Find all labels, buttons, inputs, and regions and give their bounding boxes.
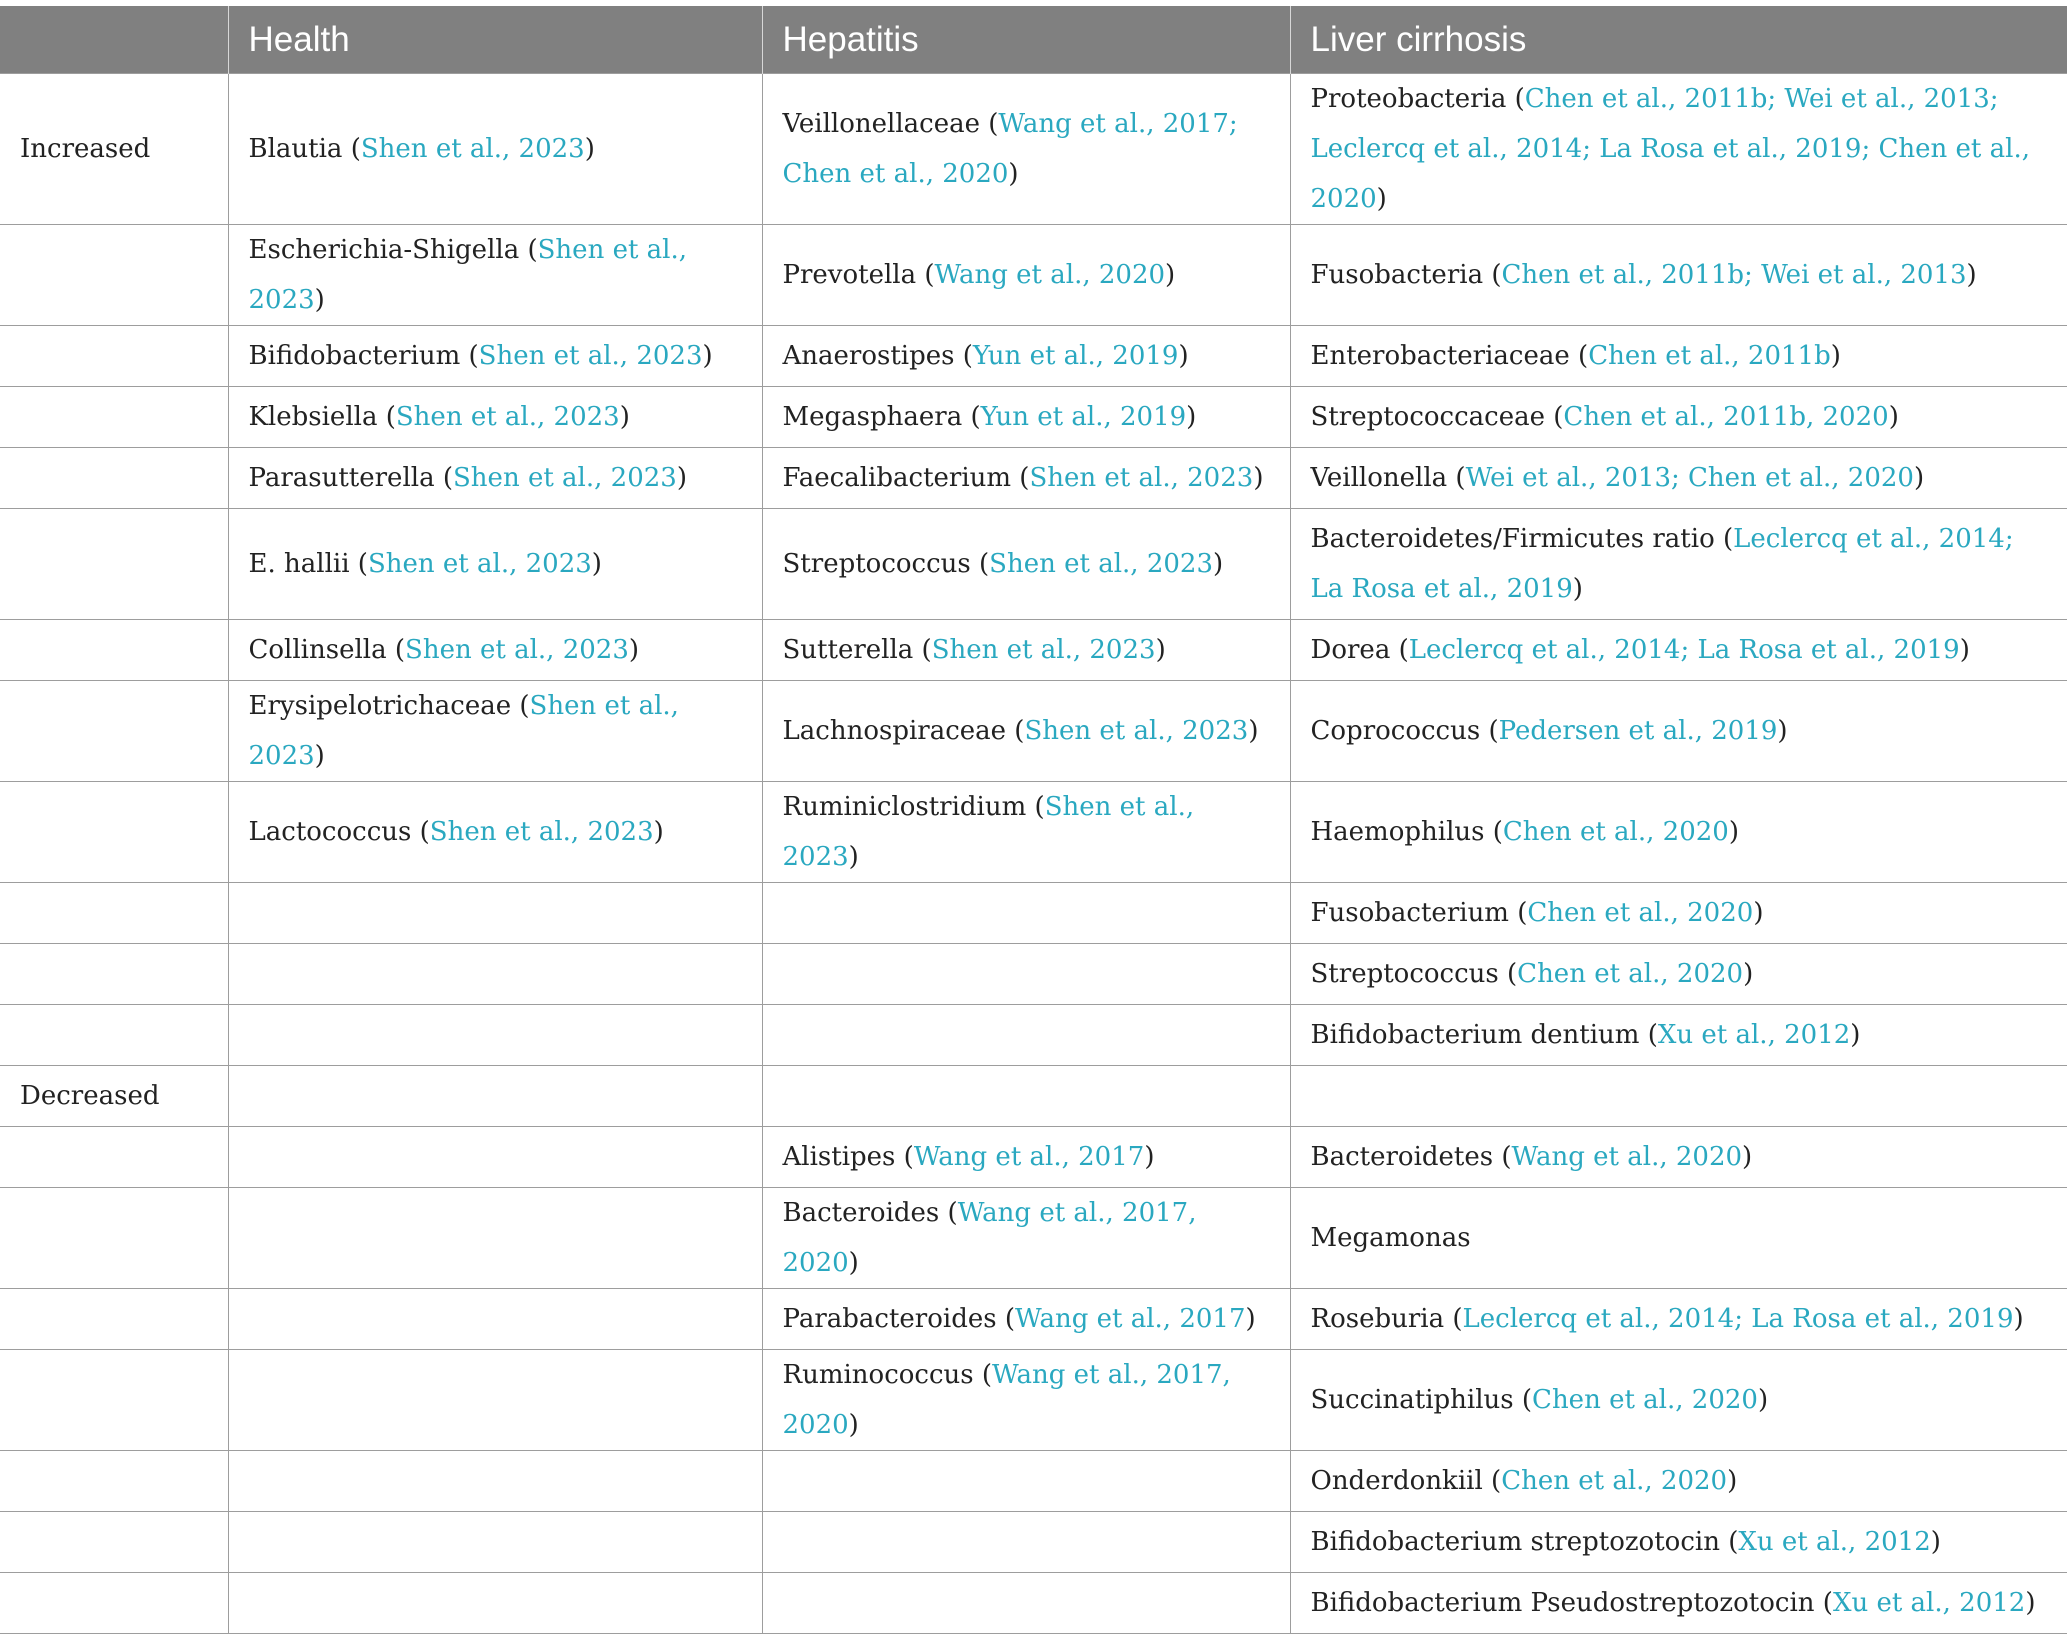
cell-change [0, 1512, 228, 1573]
taxon-name: Lactococcus [248, 817, 412, 847]
citation-link[interactable]: Shen et al., 2023 [478, 341, 703, 371]
cell-hepatitis: Lachnospiraceae (Shen et al., 2023) [762, 681, 1290, 782]
table-row [0, 1573, 2067, 1634]
taxon-name: Onderdonkiil [1310, 1466, 1483, 1496]
table-row [0, 387, 2067, 448]
citation-link[interactable]: Shen et al., 2023 [782, 792, 1195, 872]
taxon-name: Prevotella [782, 260, 917, 290]
cell-liver-cirrhosis [1290, 1188, 2067, 1289]
cell-health [228, 1350, 762, 1451]
cell-change [0, 1573, 228, 1634]
cell-liver-cirrhosis: Streptococcaceae (Chen et al., 2011b, 2020) [1290, 387, 2067, 448]
cell-hepatitis: Bacteroides (Wang et al., 2017, 2020) [762, 1188, 1290, 1289]
cell-health: Lactococcus (Shen et al., 2023) [228, 782, 762, 883]
citation-link[interactable]: Chen et al., 2011b; Wei et al., 2013 [1501, 260, 1967, 290]
taxon-name: Succinatiphilus [1310, 1385, 1514, 1415]
taxon-name: Ruminococcus [782, 1360, 974, 1390]
taxon-name: Fusobacterium [1310, 898, 1509, 928]
header-row [0, 6, 2067, 74]
cell-hepatitis: Alistipes (Wang et al., 2017) [762, 1127, 1290, 1188]
taxon-name: Alistipes [782, 1142, 896, 1172]
cell-health: Klebsiella (Shen et al., 2023) [228, 387, 762, 448]
table-row [0, 620, 2067, 681]
citation-link[interactable]: Shen et al., 2023 [989, 549, 1214, 579]
taxon-name: Veillonella [1310, 463, 1448, 493]
cell-hepatitis: Veillonellaceae (Wang et al., 2017; Chen et al., 2020) [762, 74, 1290, 225]
table-row [0, 681, 2067, 782]
citation-link[interactable]: Wang et al., 2017, 2020 [782, 1360, 1231, 1440]
cell-liver-cirrhosis: Enterobacteriaceae (Chen et al., 2011b) [1290, 326, 2067, 387]
table-row [0, 1005, 2067, 1066]
citation-link[interactable]: Chen et al., 2020 [1517, 959, 1744, 989]
citation-link[interactable]: Chen et al., 2011b [1588, 341, 1831, 371]
cell-liver-cirrhosis: Roseburia (Leclercq et al., 2014; La Rosa et al., 2019) [1290, 1289, 2067, 1350]
taxon-name: Streptococcus [782, 549, 971, 579]
cell-hepatitis: Prevotella (Wang et al., 2020) [762, 225, 1290, 326]
taxon-name: Veillonellaceae [782, 109, 980, 139]
taxon-name: Anaerostipes [782, 341, 955, 371]
citation-link[interactable]: Shen et al., 2023 [248, 235, 688, 315]
cell-health [228, 1005, 762, 1066]
taxon-name: E. hallii [248, 549, 350, 579]
citation-link[interactable]: Xu et al., 2012 [1832, 1588, 2026, 1618]
citation-link[interactable]: Chen et al., 2020 [1532, 1385, 1758, 1415]
cell-health: E. hallii (Shen et al., 2023) [228, 509, 762, 620]
cell-change [0, 1066, 228, 1127]
taxon-name: Sutterella [782, 635, 914, 665]
taxon-name: Proteobacteria [1310, 84, 1507, 114]
table-header [0, 6, 2067, 74]
citation-link[interactable]: Shen et al., 2023 [931, 635, 1156, 665]
citation-link[interactable]: Wang et al., 2020 [934, 260, 1166, 290]
cell-health [228, 1512, 762, 1573]
taxon-name: Enterobacteriaceae [1310, 341, 1570, 371]
cell-liver-cirrhosis: Haemophilus (Chen et al., 2020) [1290, 782, 2067, 883]
taxon-name: Decreased [20, 1081, 160, 1111]
microbiota-table-container [0, 6, 2067, 1634]
cell-liver-cirrhosis: Veillonella (Wei et al., 2013; Chen et al., 2020) [1290, 448, 2067, 509]
citation-link[interactable]: Shen et al., 2023 [367, 549, 592, 579]
cell-change [0, 74, 228, 225]
taxon-name: Dorea [1310, 635, 1391, 665]
cell-health: Erysipelotrichaceae (Shen et al., 2023) [228, 681, 762, 782]
cell-change [0, 387, 228, 448]
table-row [0, 1350, 2067, 1451]
cell-liver-cirrhosis: Proteobacteria (Chen et al., 2011b; Wei et al., 2013; Leclercq et al., 2014; La Rosa et al., 2019; Chen et al., 2020) [1290, 74, 2067, 225]
cell-hepatitis: Faecalibacterium (Shen et al., 2023) [762, 448, 1290, 509]
citation-link[interactable]: Wang et al., 2017 [1015, 1304, 1246, 1334]
cell-health [228, 1451, 762, 1512]
cell-health: Blautia (Shen et al., 2023) [228, 74, 762, 225]
taxon-name: Coprococcus [1310, 716, 1481, 746]
cell-health: Escherichia-Shigella (Shen et al., 2023) [228, 225, 762, 326]
taxon-name: Bacteroidetes/Firmicutes ratio [1310, 524, 1715, 554]
taxon-name: Lachnospiraceae [782, 716, 1007, 746]
table-row [0, 1289, 2067, 1350]
citation-link[interactable]: Pedersen et al., 2019 [1498, 716, 1778, 746]
taxon-name: Faecalibacterium [782, 463, 1012, 493]
cell-liver-cirrhosis: Fusobacteria (Chen et al., 2011b; Wei et al., 2013) [1290, 225, 2067, 326]
header-cell-change [0, 6, 228, 74]
citation-link[interactable]: Shen et al., 2023 [395, 402, 620, 432]
cell-liver-cirrhosis: Bifidobacterium streptozotocin (Xu et al., 2012) [1290, 1512, 2067, 1573]
taxon-name: Bifidobacterium Pseudostreptozotocin [1310, 1588, 1815, 1618]
cell-health [228, 1066, 762, 1127]
cell-health [228, 1127, 762, 1188]
cell-change [0, 883, 228, 944]
header-cell-health: Health [228, 6, 762, 74]
cell-hepatitis: Anaerostipes (Yun et al., 2019) [762, 326, 1290, 387]
cell-health: Bifidobacterium (Shen et al., 2023) [228, 326, 762, 387]
cell-hepatitis: Megasphaera (Yun et al., 2019) [762, 387, 1290, 448]
table-row [0, 1512, 2067, 1573]
table-row [0, 509, 2067, 620]
taxon-name: Megasphaera [782, 402, 963, 432]
cell-change [0, 944, 228, 1005]
citation-link[interactable]: Xu et al., 2012 [1657, 1020, 1851, 1050]
cell-health: Collinsella (Shen et al., 2023) [228, 620, 762, 681]
taxon-name: Megamonas [1310, 1223, 1471, 1253]
citation-link[interactable]: Wei et al., 2013; Chen et al., 2020 [1465, 463, 1914, 493]
citation-link[interactable]: Shen et al., 2023 [405, 635, 629, 665]
citation-link[interactable]: Shen et al., 2023 [360, 134, 585, 164]
header-cell-liver-cirrhosis: Liver cirrhosis [1290, 6, 2067, 74]
taxon-name: Roseburia [1310, 1304, 1445, 1334]
taxon-name: Bacteroides [782, 1198, 940, 1228]
cell-liver-cirrhosis: Streptococcus (Chen et al., 2020) [1290, 944, 2067, 1005]
citation-link[interactable]: Xu et al., 2012 [1738, 1527, 1931, 1557]
table-body [0, 74, 2067, 1634]
citation-link[interactable]: Chen et al., 2020 [1501, 1466, 1728, 1496]
cell-liver-cirrhosis: Fusobacterium (Chen et al., 2020) [1290, 883, 2067, 944]
citation-link[interactable]: Wang et al., 2017; Chen et al., 2020 [782, 109, 1238, 189]
table-row [0, 1127, 2067, 1188]
table-row [0, 1188, 2067, 1289]
cell-health [228, 1289, 762, 1350]
taxon-name: Parasutterella [248, 463, 435, 493]
citation-link[interactable]: Chen et al., 2020 [1502, 817, 1729, 847]
microbiota-table [0, 6, 2067, 1634]
citation-link[interactable]: Yun et al., 2019 [972, 341, 1179, 371]
cell-health [228, 1573, 762, 1634]
cell-change [0, 448, 228, 509]
taxon-name: Bifidobacterium dentium [1310, 1020, 1640, 1050]
table-row [0, 326, 2067, 387]
cell-change [0, 509, 228, 620]
cell-health [228, 944, 762, 1005]
taxon-name: Klebsiella [248, 402, 378, 432]
cell-hepatitis [762, 944, 1290, 1005]
cell-change [0, 1005, 228, 1066]
cell-change [0, 681, 228, 782]
citation-link[interactable]: Shen et al., 2023 [453, 463, 677, 493]
taxon-name: Streptococcus [1310, 959, 1499, 989]
citation-link[interactable]: Chen et al., 2011b, 2020 [1563, 402, 1889, 432]
taxon-name: Increased [20, 134, 151, 164]
cell-health [228, 883, 762, 944]
taxon-name: Bacteroidetes [1310, 1142, 1494, 1172]
taxon-name: Ruminiclostridium [782, 792, 1027, 822]
cell-hepatitis [762, 1512, 1290, 1573]
citation-link[interactable]: Shen et al., 2023 [1029, 463, 1254, 493]
taxon-name: Escherichia-Shigella [248, 235, 520, 265]
table-row [0, 448, 2067, 509]
cell-liver-cirrhosis: Bacteroidetes/Firmicutes ratio (Leclercq et al., 2014; La Rosa et al., 2019) [1290, 509, 2067, 620]
cell-hepatitis [762, 1573, 1290, 1634]
table-row [0, 883, 2067, 944]
citation-link[interactable]: Shen et al., 2023 [429, 817, 654, 847]
table-row [0, 74, 2067, 225]
citation-link[interactable]: Shen et al., 2023 [1024, 716, 1249, 746]
citation-link[interactable]: Leclercq et al., 2014; La Rosa et al., 2019 [1408, 635, 1960, 665]
table-row [0, 782, 2067, 883]
cell-hepatitis [762, 1005, 1290, 1066]
cell-hepatitis: Ruminiclostridium (Shen et al., 2023) [762, 782, 1290, 883]
taxon-name: Streptococcaceae [1310, 402, 1545, 432]
cell-liver-cirrhosis: Onderdonkiil (Chen et al., 2020) [1290, 1451, 2067, 1512]
taxon-name: Bifidobacterium streptozotocin [1310, 1527, 1720, 1557]
taxon-name: Collinsella [248, 635, 387, 665]
table-row [0, 1451, 2067, 1512]
cell-change [0, 782, 228, 883]
table-row [0, 944, 2067, 1005]
cell-change [0, 1289, 228, 1350]
cell-hepatitis: Ruminococcus (Wang et al., 2017, 2020) [762, 1350, 1290, 1451]
cell-hepatitis [762, 1451, 1290, 1512]
citation-link[interactable]: Shen et al., 2023 [248, 691, 679, 771]
header-cell-hepatitis: Hepatitis [762, 6, 1290, 74]
cell-change [0, 1188, 228, 1289]
cell-hepatitis [762, 1066, 1290, 1127]
cell-liver-cirrhosis: Succinatiphilus (Chen et al., 2020) [1290, 1350, 2067, 1451]
table-row [0, 1066, 2067, 1127]
cell-liver-cirrhosis: Bifidobacterium dentium (Xu et al., 2012) [1290, 1005, 2067, 1066]
cell-change [0, 326, 228, 387]
cell-liver-cirrhosis: Dorea (Leclercq et al., 2014; La Rosa et al., 2019) [1290, 620, 2067, 681]
cell-change [0, 225, 228, 326]
cell-change [0, 1350, 228, 1451]
taxon-name: Parabacteroides [782, 1304, 997, 1334]
citation-link[interactable]: Leclercq et al., 2014; La Rosa et al., 2019 [1462, 1304, 2014, 1334]
taxon-name: Fusobacteria [1310, 260, 1484, 290]
cell-change [0, 1127, 228, 1188]
citation-link[interactable]: Chen et al., 2020 [1527, 898, 1754, 928]
cell-hepatitis: Sutterella (Shen et al., 2023) [762, 620, 1290, 681]
taxon-name: Haemophilus [1310, 817, 1485, 847]
cell-liver-cirrhosis: Bacteroidetes (Wang et al., 2020) [1290, 1127, 2067, 1188]
cell-liver-cirrhosis: Bifidobacterium Pseudostreptozotocin (Xu et al., 2012) [1290, 1573, 2067, 1634]
citation-link[interactable]: Yun et al., 2019 [980, 402, 1187, 432]
citation-link[interactable]: Leclercq et al., 2014; La Rosa et al., 2019 [1310, 524, 2014, 604]
cell-hepatitis: Parabacteroides (Wang et al., 2017) [762, 1289, 1290, 1350]
taxon-name: Bifidobacterium [248, 341, 461, 371]
taxon-name: Blautia [248, 134, 343, 164]
citation-link[interactable]: Wang et al., 2017 [913, 1142, 1145, 1172]
cell-change [0, 1451, 228, 1512]
cell-health [228, 1188, 762, 1289]
cell-hepatitis: Streptococcus (Shen et al., 2023) [762, 509, 1290, 620]
cell-hepatitis [762, 883, 1290, 944]
cell-liver-cirrhosis: Coprococcus (Pedersen et al., 2019) [1290, 681, 2067, 782]
citation-link[interactable]: Wang et al., 2020 [1511, 1142, 1743, 1172]
citation-link[interactable]: Wang et al., 2017, 2020 [782, 1198, 1197, 1278]
cell-health: Parasutterella (Shen et al., 2023) [228, 448, 762, 509]
cell-change [0, 620, 228, 681]
taxon-name: Erysipelotrichaceae [248, 691, 512, 721]
cell-liver-cirrhosis [1290, 1066, 2067, 1127]
table-row [0, 225, 2067, 326]
citation-link[interactable]: Chen et al., 2011b; Wei et al., 2013; Leclercq et al., 2014; La Rosa et al., 2019; Chen et al., 2020 [1310, 84, 2030, 214]
